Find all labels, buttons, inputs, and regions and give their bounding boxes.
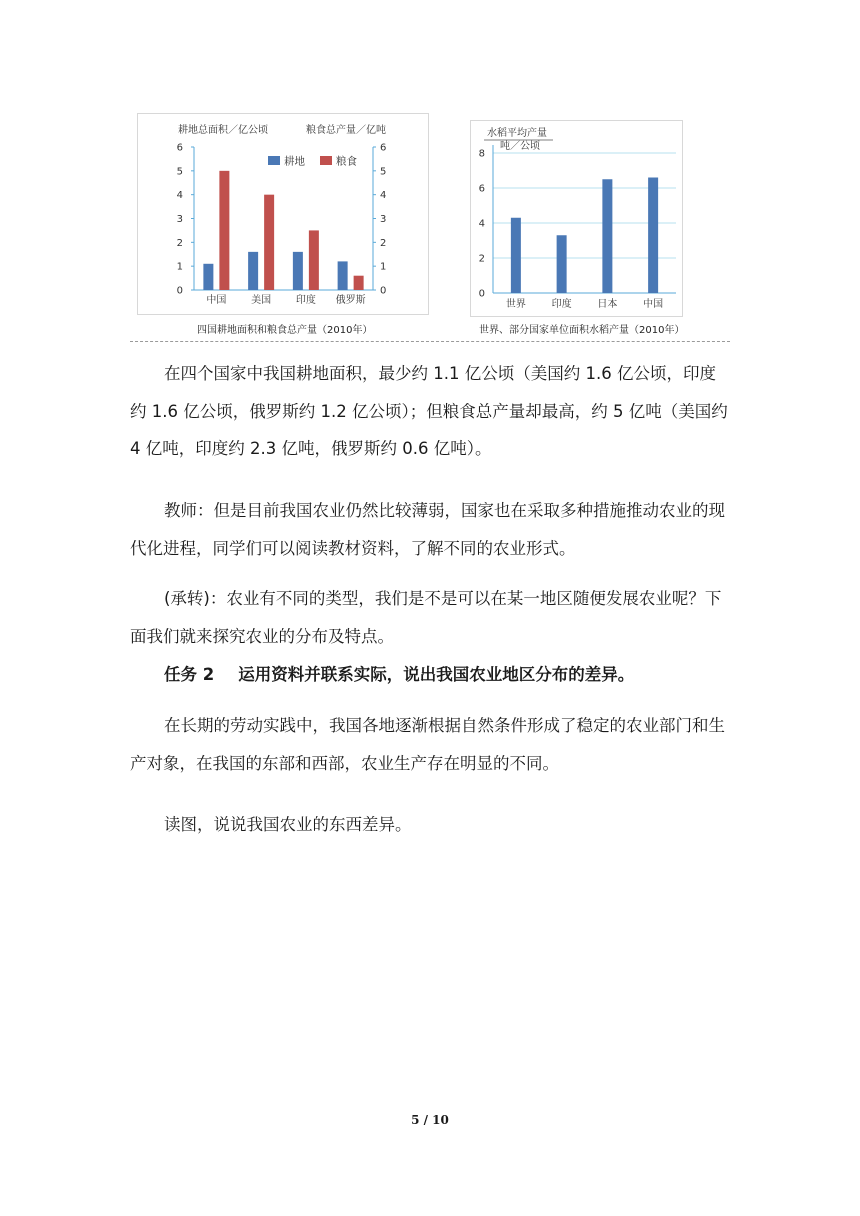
- x-tick-label: 美国: [251, 295, 272, 306]
- farmland-grain-chart: [138, 114, 428, 314]
- rice-yield-chart-caption: 世界、部分国家单位面积水稻产量（2010年）: [479, 325, 685, 336]
- y-tick-label: 4: [478, 218, 485, 230]
- paragraph-teacher: 教师：但是目前我国农业仍然比较薄弱，国家也在采取多种措施推动农业的现代化进程，同学们可以阅读教材资料，了解不同的农业形式。: [130, 501, 725, 558]
- bar-farmland-2: [293, 252, 303, 290]
- x-tick-label: 中国: [206, 295, 227, 306]
- paragraph-read-map: 读图，说说我国农业的东西差异。: [164, 815, 412, 834]
- y-tick-label-left: 1: [176, 261, 183, 273]
- y-tick-label-left: 5: [176, 166, 183, 178]
- y-tick-label-right: 2: [380, 237, 387, 249]
- x-tick-label: 世界: [505, 299, 526, 310]
- y-tick-label-left: 4: [176, 190, 183, 202]
- y-tick-label-right: 0: [380, 285, 387, 297]
- x-tick-label: 俄罗斯: [335, 295, 366, 306]
- y-tick-label-left: 6: [176, 142, 183, 154]
- bar-grain-0: [219, 171, 229, 290]
- legend-swatch-1: [320, 156, 332, 165]
- y-tick-label-right: 1: [380, 261, 387, 273]
- farmland-grain-chart-caption: 四国耕地面积和粮食总产量（2010年）: [197, 325, 373, 336]
- bar-grain-3: [354, 276, 364, 290]
- legend-label-0: 耕地: [284, 155, 305, 168]
- y-tick-label: 8: [478, 148, 485, 160]
- dashed-divider: [130, 341, 730, 342]
- bar-rice-2: [602, 179, 612, 293]
- bar-farmland-0: [203, 264, 213, 290]
- legend-label-1: 粮食: [336, 155, 357, 168]
- x-tick-label: 中国: [643, 299, 664, 310]
- page-number: 5 / 10: [411, 1113, 449, 1127]
- y-tick-label-left: 0: [176, 285, 183, 297]
- legend-swatch-0: [268, 156, 280, 165]
- y-axis-left-title: 耕地总面积／亿公顷: [178, 125, 268, 136]
- paragraph-farmland-comparison: 在四个国家中我国耕地面积，最少约 1.1 亿公顷（美国约 1.6 亿公顷，印度约 1.6 亿公顷，俄罗斯约 1.2 亿公顷）；但粮食总产量却最高，约 5 亿吨（美国约 4 亿吨，印度约 2.3 亿吨，俄罗斯约 0.6 亿吨）。: [130, 364, 728, 458]
- bar-farmland-1: [248, 252, 258, 290]
- bar-farmland-3: [338, 261, 348, 290]
- x-tick-label: 印度: [551, 299, 572, 310]
- bar-rice-1: [557, 235, 567, 293]
- task-heading: [130, 656, 732, 694]
- y-axis-unit: 吨／公顷: [500, 141, 540, 152]
- y-tick-label: 0: [478, 288, 485, 300]
- y-tick-label: 2: [478, 253, 485, 265]
- bar-rice-3: [648, 178, 658, 294]
- paragraph-east-west: 在长期的劳动实践中，我国各地逐渐根据自然条件形成了稳定的农业部门和生产对象，在我国的东部和西部，农业生产存在明显的不同。: [130, 716, 725, 773]
- x-tick-label: 日本: [597, 299, 618, 310]
- y-tick-label-right: 3: [380, 214, 387, 225]
- farmland-grain-chart-frame: [137, 113, 429, 315]
- y-axis-right-title: 粮食总产量／亿吨: [306, 125, 386, 136]
- x-tick-label: 印度: [295, 295, 316, 306]
- y-tick-label-right: 5: [380, 166, 387, 178]
- y-tick-label-left: 2: [176, 237, 183, 249]
- y-tick-label: 6: [478, 183, 485, 195]
- y-tick-label-left: 3: [176, 214, 183, 225]
- y-tick-label-right: 6: [380, 142, 387, 154]
- y-tick-label-right: 4: [380, 190, 387, 202]
- bar-grain-1: [264, 195, 274, 290]
- rice-yield-chart: [471, 121, 682, 316]
- task-label: 任务 2: [164, 665, 215, 684]
- y-axis-title: 水稻平均产量: [487, 128, 547, 139]
- rice-yield-chart-frame: [470, 120, 683, 317]
- task-text: 运用资料并联系实际，说出我国农业地区分布的差异。: [238, 665, 635, 684]
- paragraph-transition: (承转)：农业有不同的类型，我们是不是可以在某一地区随便发展农业呢？下面我们就来探究农业的分布及特点。: [130, 589, 722, 646]
- bar-rice-0: [511, 218, 521, 293]
- bar-grain-2: [309, 230, 319, 290]
